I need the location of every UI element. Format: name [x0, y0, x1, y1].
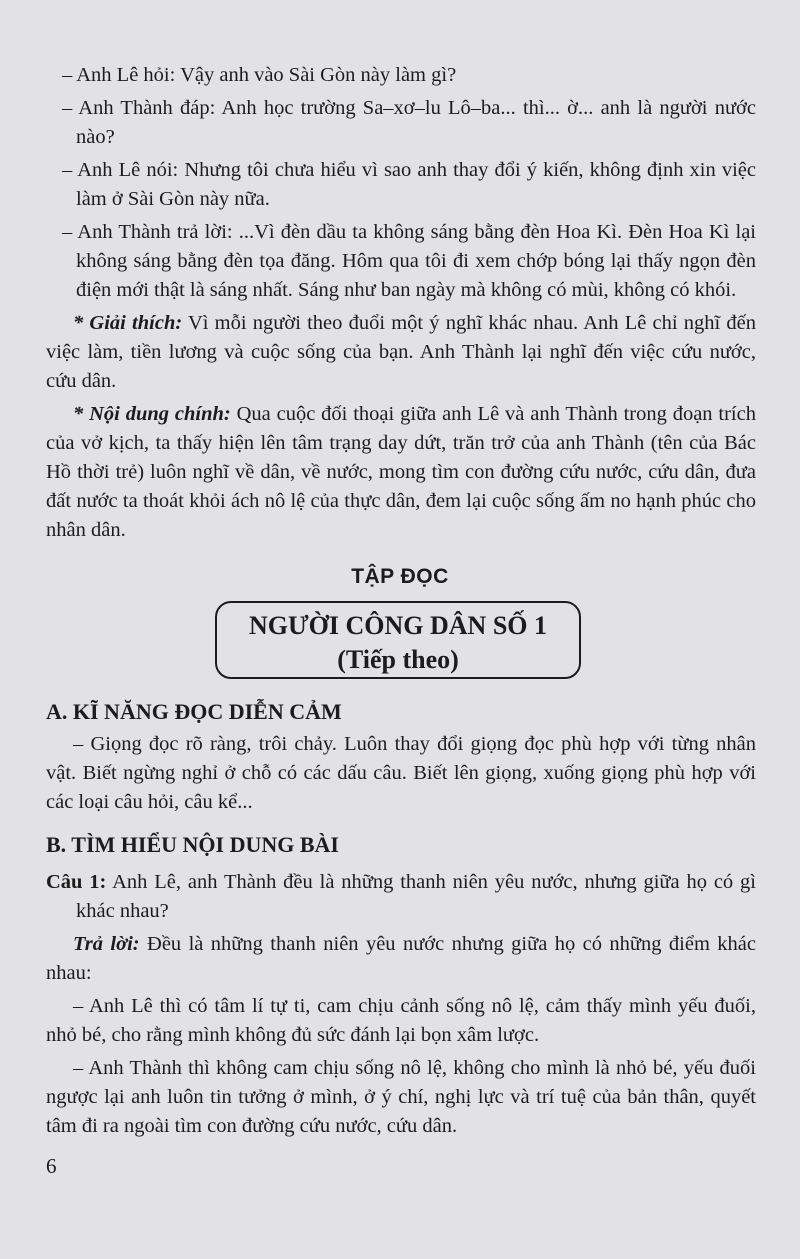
dialogue-line: – Anh Thành trả lời: ...Vì đèn dầu ta không sáng bằng đèn Hoa Kì. Đèn Hoa Kì lại không sáng bằng đèn tọa đăng. Hôm qua tôi đi xem chớp bóng lại thấy ngọn đèn điện mới thật là sáng nhất. Sáng như ban ngày mà không có mùi, không có khói.	[62, 221, 756, 301]
answer-label: Trả lời:	[73, 933, 140, 955]
dialogue-line: – Anh Lê nói: Nhưng tôi chưa hiểu vì sao anh thay đổi ý kiến, không định xin việc làm ở Sài Gòn này nữa.	[62, 159, 756, 210]
main-content-text: Qua cuộc đối thoại giữa anh Lê và anh Thành trong đoạn trích của vở kịch, ta thấy hiện lên tâm trạng day dứt, trăn trở của anh Thành (tên của Bác Hồ thời trẻ) luôn nghĩ về dân, về nước, mong tìm con đường cứu nước, cứu dân, đưa đất nước ta thoát khỏi ách nô lệ của thực dân, đem lại cuộc sống ấm no hạnh phúc cho nhân dân.	[46, 403, 756, 541]
answer-paragraph	[46, 930, 756, 988]
answer-point: – Anh Lê thì có tâm lí tự ti, cam chịu cảnh sống nô lệ, cảm thấy mình yếu đuối, nhỏ bé, cho rằng mình không đủ sức đánh lại bọn xâm lược.	[46, 995, 756, 1046]
page-number: 6	[46, 1154, 57, 1178]
explanation-text: Vì mỗi người theo đuổi một ý nghĩ khác nhau. Anh Lê chỉ nghĩ đến việc làm, tiền lương và cuộc sống của bạn. Anh Thành lại nghĩ đến việc cứu nước, cứu dân.	[46, 312, 756, 392]
lesson-type: TẬP ĐỌC	[351, 565, 449, 588]
dialogue-block	[46, 61, 756, 545]
explanation-label: * Giải thích:	[73, 312, 183, 334]
explanation-paragraph	[46, 309, 756, 396]
lesson-title: NGƯỜI CÔNG DÂN SỐ 1	[248, 611, 548, 640]
lesson-title-box	[215, 601, 581, 679]
question-paragraph	[46, 868, 756, 926]
main-content-label: * Nội dung chính:	[73, 403, 231, 425]
answer-point: – Anh Thành thì không cam chịu sống nô lệ, không cho mình là nhỏ bé, yếu đuối ngược lại anh luôn tin tưởng ở mình, ở ý chí, nghị lực và trí tuệ của bản thân, quyết tâm đi ra ngoài tìm con đường cứu nước, cứu dân.	[46, 1057, 756, 1137]
question-text: Anh Lê, anh Thành đều là những thanh niên yêu nước, nhưng giữa họ có gì khác nhau?	[76, 871, 756, 922]
dialogue-line: – Anh Lê hỏi: Vậy anh vào Sài Gòn này làm gì?	[62, 64, 457, 86]
question-label: Câu 1:	[46, 871, 107, 893]
dialogue-line: – Anh Thành đáp: Anh học trường Sa–xơ–lu Lô–ba... thì... ờ... anh là người nước nào?	[62, 97, 756, 148]
main-content-paragraph	[46, 400, 756, 545]
section-a-heading: A. KĨ NĂNG ĐỌC DIỄN CẢM	[46, 699, 342, 724]
lesson-subtitle: (Tiếp theo)	[337, 645, 459, 674]
answer-text: Đều là những thanh niên yêu nước nhưng giữa họ có những điểm khác nhau:	[46, 933, 756, 984]
section-b-heading: B. TÌM HIỂU NỘI DUNG BÀI	[46, 832, 339, 857]
section-b-body	[46, 868, 756, 1141]
section-a-text: – Giọng đọc rõ ràng, trôi chảy. Luôn thay đổi giọng đọc phù hợp với từng nhân vật. Biết ngừng nghỉ ở chỗ có các dấu câu. Biết lên giọng, xuống giọng phù hợp với các loại câu hỏi, câu kể...	[46, 733, 756, 813]
